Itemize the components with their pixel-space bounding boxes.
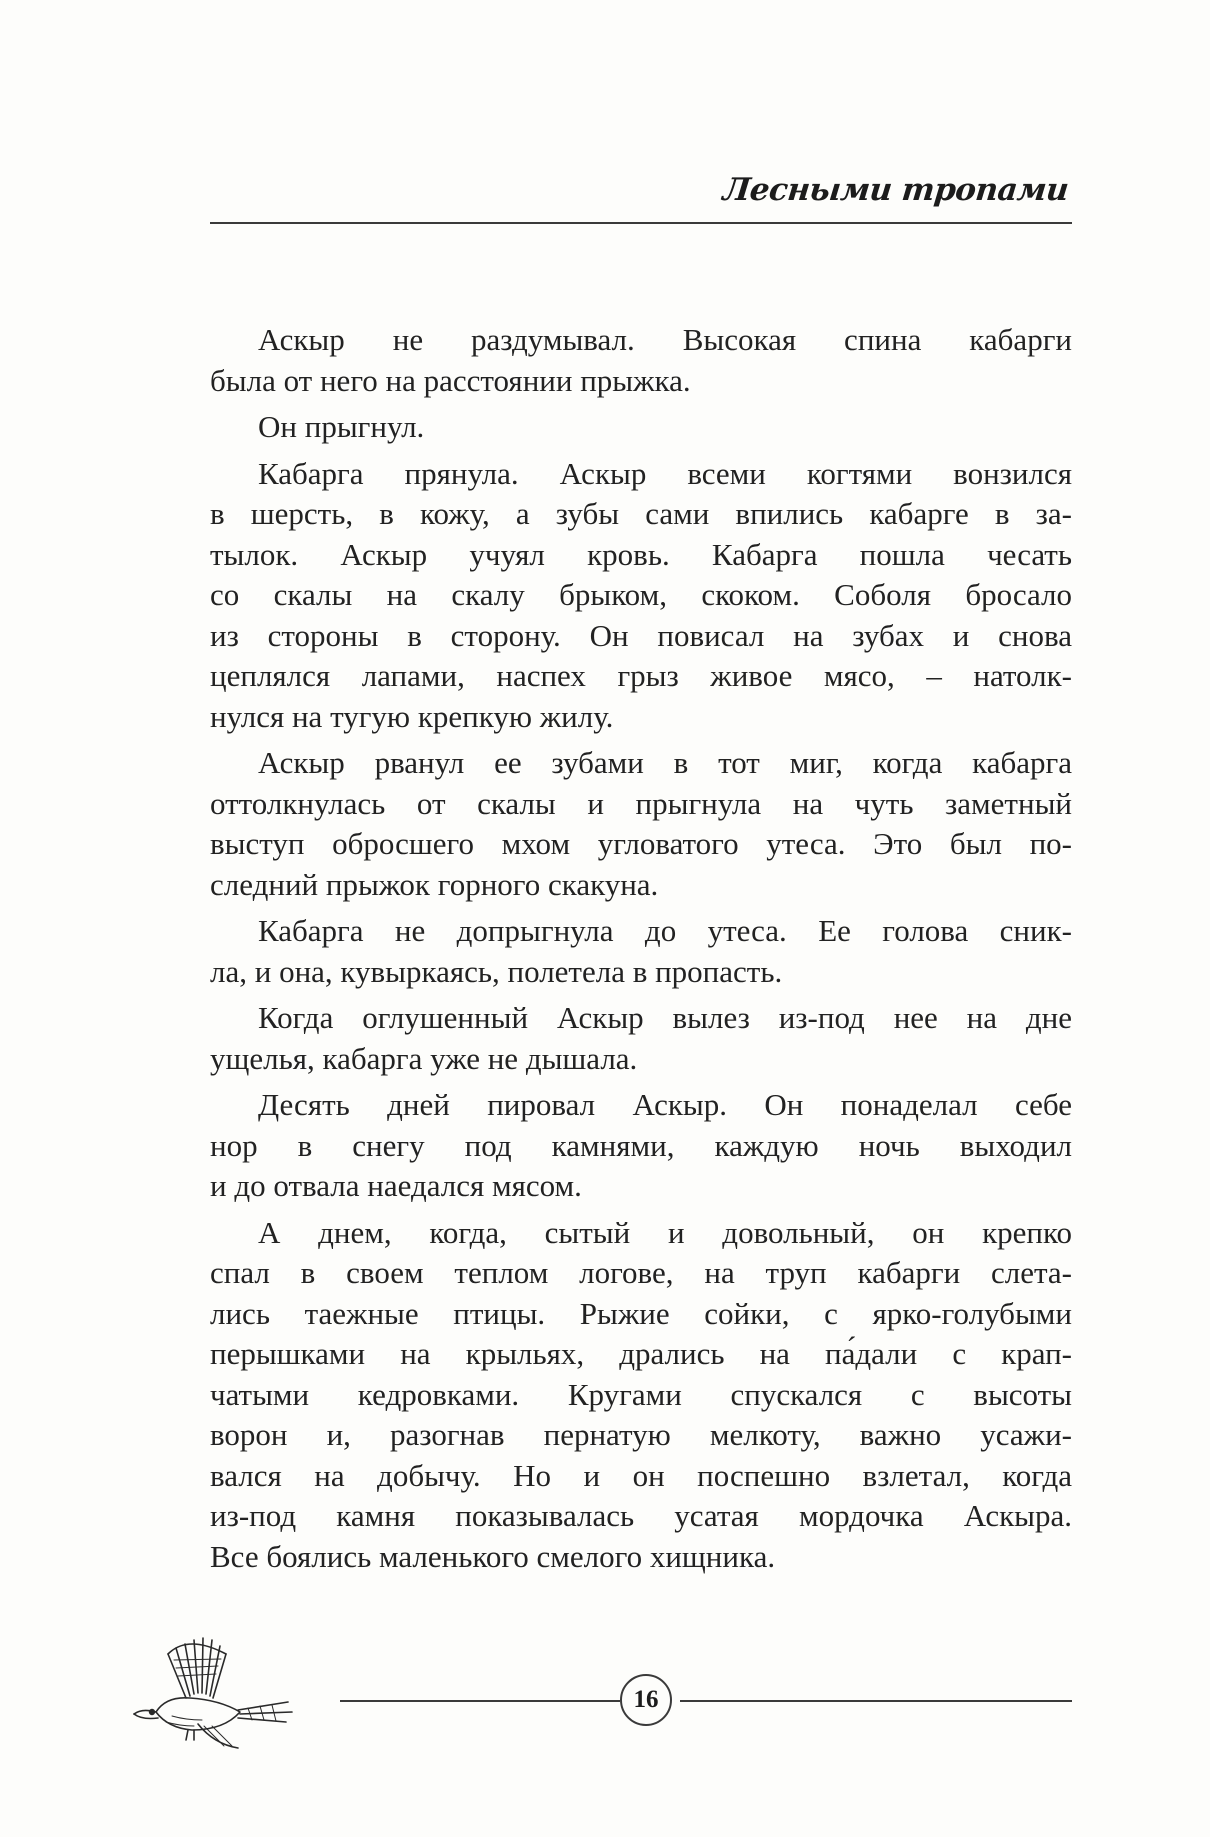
text-line: Кабарга прянула. Аскыр всеми когтями вонзился [258, 455, 1072, 491]
paragraph [210, 1213, 1072, 1578]
body-text [210, 320, 1072, 1583]
text-line: следний прыжок горного скакуна. [210, 866, 659, 902]
text-line: лись таежные птицы. Рыжие сойки, с ярко-голубыми [210, 1295, 1072, 1331]
text-line: тылок. Аскыр учуял кровь. Кабарга пошла чесать [210, 536, 1072, 572]
paragraph [210, 998, 1072, 1079]
text-line: со скалы на скалу брыком, скоком. Соболя бросало [210, 577, 1072, 612]
text-line: цеплялся лапами, наспех грыз живое мясо, – натолк- [210, 658, 1072, 693]
paragraph [210, 743, 1072, 905]
text-line: из стороны в сторону. Он повисал на зубах и снова [210, 617, 1072, 653]
bird-illustration [128, 1626, 298, 1751]
text-line: Десять дней пировал Аскыр. Он понаделал себе [258, 1087, 1072, 1122]
footer-rule-left [340, 1700, 620, 1702]
text-line: Он прыгнул. [258, 409, 425, 444]
paragraph [210, 407, 1072, 448]
text-line: выступ обросшего мхом угловатого утеса. Это был по- [210, 826, 1072, 861]
text-line: ворон и, разогнав пернатую мелкоту, важно усажи- [210, 1417, 1072, 1452]
text-line: перышками на крыльях, дрались на па́дали с крап- [210, 1336, 1072, 1371]
text-line: ла, и она, кувыркаясь, полетела в пропасть. [210, 953, 783, 989]
text-line: нулся на тугую крепкую жилу. [210, 698, 614, 734]
footer-rule-right [680, 1700, 1072, 1702]
page-footer [0, 1600, 1210, 1800]
text-line: Кабарга не допрыгнула до утеса. Ее голова сник- [258, 913, 1072, 948]
paragraph [210, 1085, 1072, 1207]
text-line: Все боялись маленького смелого хищника. [210, 1538, 776, 1574]
paragraph [210, 454, 1072, 738]
text-line: вался на добычу. Но и он поспешно взлетал, когда [210, 1457, 1072, 1493]
text-line: А днем, когда, сытый и довольный, он крепко [258, 1214, 1072, 1250]
text-line: Аскыр рванул ее зубами в тот миг, когда кабарга [258, 745, 1072, 780]
text-line: ущелья, кабарга уже не дышала. [210, 1040, 638, 1076]
running-header [210, 172, 1072, 224]
paragraph [210, 911, 1072, 992]
text-line: спал в своем теплом логове, на труп кабарги слета- [210, 1255, 1072, 1290]
text-line: чатыми кедровками. Кругами спускался с высоты [210, 1376, 1072, 1412]
text-line: Когда оглушенный Аскыр вылез из-под нее на дне [258, 1000, 1072, 1035]
text-line: Аскыр не раздумывал. Высокая спина кабарги [258, 322, 1072, 357]
text-line: была от него на расстоянии прыжка. [210, 362, 691, 398]
text-line: в шерсть, в кожу, а зубы сами впились кабарге в за- [210, 496, 1072, 531]
text-line: оттолкнулась от скалы и прыгнула на чуть заметный [210, 785, 1072, 821]
running-header-title: Лесными тропами [720, 172, 1070, 208]
page-number: 16 [620, 1674, 672, 1726]
text-line: и до отвала наедался мясом. [210, 1168, 582, 1203]
text-line: из-под камня показывалась усатая мордочка Аскыра. [210, 1498, 1072, 1533]
text-line: нор в снегу под камнями, каждую ночь выходил [210, 1127, 1072, 1163]
paragraph [210, 320, 1072, 401]
